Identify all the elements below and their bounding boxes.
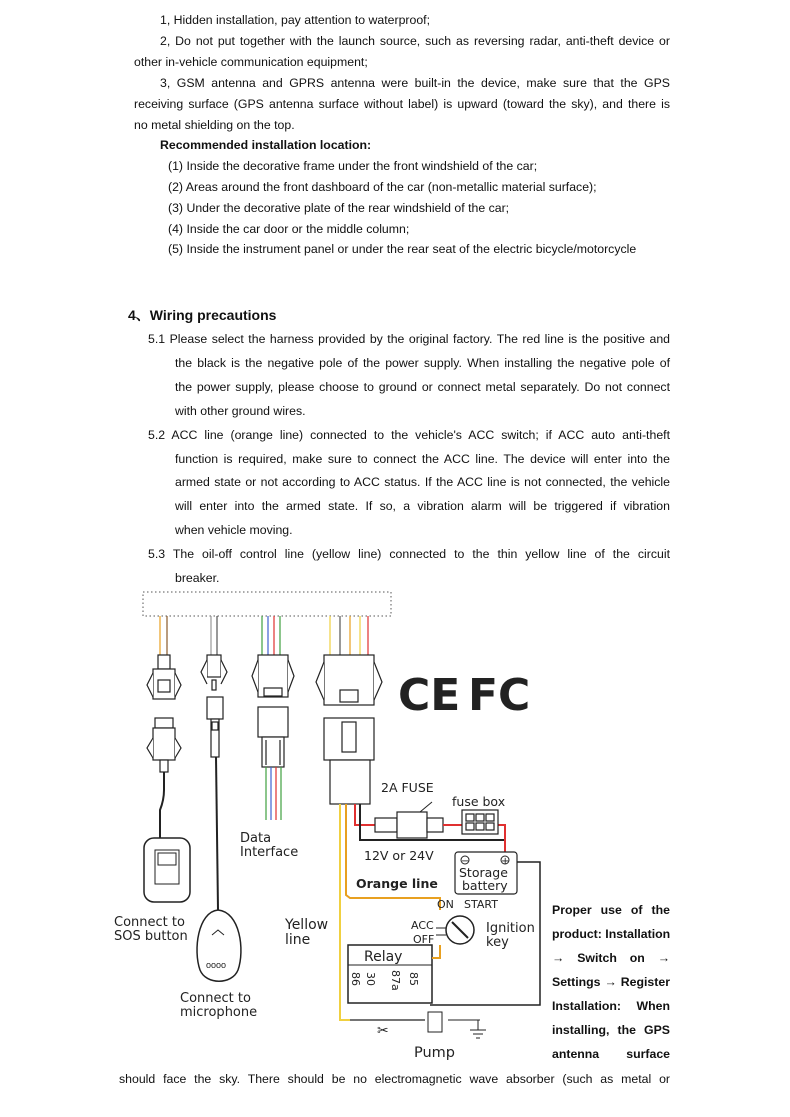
sos-label-1: Connect to	[114, 915, 185, 930]
wiring-5-2-line-2: function is required, make sure to connect the ACC line. The device will enter into the	[175, 452, 670, 466]
wiring-5-2-line-4: will enter into the armed state. If so, a vibration alarm will be triggered if vibration	[175, 499, 670, 513]
pump	[428, 1012, 442, 1032]
yellow-line-label-1: Yellow	[285, 917, 329, 933]
recommended-item-4: (4) Inside the car door or the middle column;	[168, 222, 410, 236]
sos-label-2: SOS button	[114, 929, 188, 944]
connector-microphone	[201, 655, 227, 757]
intro-item-3-line-2: receiving surface (GPS antenna surface without label) is upward (toward the sky), and there is	[134, 97, 670, 111]
off-label: OFF	[413, 933, 435, 946]
ignition-key-label-2: key	[486, 935, 509, 950]
svg-text:oooo: oooo	[206, 960, 227, 970]
fuse-label: 2A FUSE	[381, 780, 434, 795]
wiring-5-3-line-1: 5.3 The oil-off control line (yellow line) connected to the thin yellow line of the circuit	[148, 547, 670, 561]
microphone-label-1: Connect to	[180, 991, 251, 1006]
side-note-line-4: Settings → Register	[552, 975, 670, 989]
scissors-icon: ✂	[377, 1022, 389, 1038]
ignition-key-label-1: Ignition	[486, 921, 535, 936]
relay-label: Relay	[364, 949, 403, 965]
fuse-pointer	[420, 802, 432, 812]
wiring-5-2-line-1: 5.2 ACC line (orange line) connected to the vehicle's ACC switch; if ACC auto anti-theft	[148, 428, 670, 442]
side-note-line-6: installing, the GPS	[552, 1023, 670, 1037]
footer-line: should face the sky. There should be no electromagnetic wave absorber (such as metal or	[119, 1072, 670, 1086]
wire-data	[266, 767, 281, 820]
relay-pin-85: 85	[407, 972, 420, 986]
recommended-item-2: (2) Areas around the front dashboard of the car (non-metallic material surface);	[168, 180, 597, 194]
intro-item-1: 1, Hidden installation, pay attention to waterproof;	[160, 13, 431, 27]
start-label: START	[464, 898, 498, 911]
side-note-line-2: product: Installation	[552, 927, 671, 941]
storage-battery-label-1: Storage	[459, 865, 508, 880]
wiring-5-2-line-3: armed state or not according to ACC status. If the ACC line is not connected, the vehicle	[175, 475, 670, 489]
wiring-heading: 4、Wiring precautions	[128, 307, 277, 323]
side-note-line-7: antenna surface	[552, 1047, 670, 1061]
fuse-box-label: fuse box	[452, 794, 506, 809]
connector-power	[316, 655, 382, 804]
ce-mark: CE	[398, 670, 461, 721]
wiring-5-1-line-4: with other ground wires.	[175, 404, 306, 418]
connector-data	[252, 655, 294, 767]
data-interface-label-2: Interface	[240, 845, 299, 860]
relay-pin-30: 30	[364, 972, 377, 986]
on-label: ON	[437, 898, 454, 911]
wiring-5-1-line-1: 5.1 Please select the harness provided by the original factory. The red line is the positive and	[148, 332, 670, 346]
orange-line-label: Orange line	[356, 876, 438, 891]
intro-item-3-line-3: no metal shielding on the top.	[134, 118, 295, 132]
relay-pin-87a: 87a	[389, 970, 402, 991]
intro-item-2-line-2: other in-vehicle communication equipment;	[134, 55, 368, 69]
battery-minus: −	[461, 856, 470, 867]
microphone	[197, 910, 241, 981]
relay-pin-86: 86	[349, 972, 362, 986]
intro-item-3-line-1: 3, GSM antenna and GPRS antenna were built-in the device, make sure that the GPS	[160, 76, 670, 90]
wire-microphone	[216, 757, 218, 910]
side-note-line-5: Installation: When	[552, 999, 670, 1013]
side-note-line-1: Proper use of the	[552, 903, 670, 917]
storage-battery-label-2: battery	[462, 878, 508, 893]
battery-plus: +	[501, 856, 510, 867]
fuse-box	[462, 810, 498, 834]
recommended-item-5: (5) Inside the instrument panel or under the rear seat of the electric bicycle/motorcycle	[168, 242, 637, 256]
wiring-5-2-line-5: when vehicle moving.	[175, 523, 293, 537]
fuse	[375, 812, 443, 838]
recommended-item-1: (1) Inside the decorative frame under the front windshield of the car;	[168, 159, 538, 173]
recommended-heading: Recommended installation location:	[160, 138, 372, 152]
voltage-label: 12V or 24V	[364, 848, 434, 863]
wiring-5-1-line-3: the power supply, please choose to ground or connect metal separately. Do not connect	[175, 380, 670, 394]
acc-label: ACC	[411, 919, 434, 932]
yellow-line-label-2: line	[285, 932, 311, 948]
wiring-5-3-line-2: breaker.	[175, 571, 220, 585]
recommended-item-3: (3) Under the decorative plate of the rear windshield of the car;	[168, 201, 510, 215]
wire-sos	[160, 772, 164, 840]
data-interface-label-1: Data	[240, 831, 272, 846]
pump-label: Pump	[414, 1045, 456, 1061]
intro-item-2-line-1: 2, Do not put together with the launch source, such as reversing radar, anti-theft device or	[160, 34, 670, 48]
side-note	[552, 898, 670, 1066]
device-outline	[143, 592, 391, 616]
wire-bundle	[160, 616, 368, 655]
fcc-mark: FC	[468, 670, 531, 721]
connector-sos	[147, 655, 181, 772]
microphone-label-2: microphone	[180, 1005, 258, 1020]
wiring-5-1-line-2: the black is the negative pole of the power supply. When installing the negative pole of	[175, 356, 670, 370]
side-note-line-3: → Switch on →	[552, 951, 670, 965]
